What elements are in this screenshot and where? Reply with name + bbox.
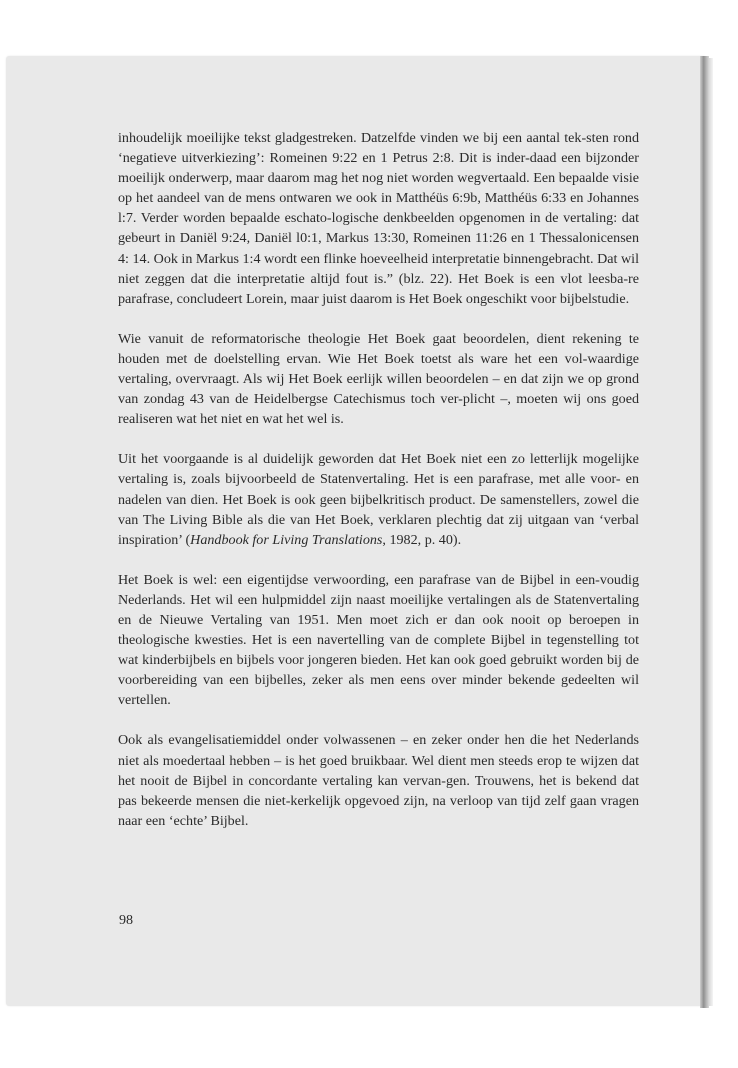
paragraph-1-text: inhoudelijk moeilijke tekst gladgestreken. Datzelfde vinden we bij een aantal tek-sten rond ‘negatieve uitverkiezing’: Romeinen 9:22 en 1 Petrus 2:8. Dit is inder-daad een bijzonder moeilijk onderwerp, maar daarom mag het nog niet worden wegvertaald. Een bepaalde visie op het aandeel van de mens ontwaren we ook in Matthéüs 6:9b, Matthéüs 6:33 en Johannes l:7. Verder worden bepaalde eschato-logische denkbeelden opgenomen in de vertaling: dat gebeurt in Daniël 9:24, Daniël l0:1, Markus 13:30, Romeinen 11:26 en 1 Thessalonicensen 4: 14. Ook in Markus 1:4 wordt een flinke hoeveelheid interpretatie binnengebracht. Dat wil niet zeggen dat die interpretatie altijd fout is.” (blz. 22). Het Boek is een vlot leesba-re parafrase, concludeert Lorein, maar juist daarom is Het Boek ongeschikt voor bijbelstudie.	[118, 130, 639, 307]
page-edge	[700, 56, 709, 1008]
paragraph-5	[118, 730, 639, 830]
paragraph-4-text: Het Boek is wel: een eigentijdse verwoording, een parafrase van de Bijbel in een-voudig Nederlands. Het wil een hulpmiddel zijn naast moeilijke vertalingen als de Statenvertaling en de Nieuwe Vertaling van 1951. Men moet zich er dan ook nooit op beroepen in theologische kwesties. Het is een navertelling van de complete Bijbel in tegenstelling tot wat kinderbijbels en bijbels voor jongeren bieden. Het kan ook goed gebruikt worden bij de voorbereiding van een bijbelles, zeker als men eens over minder bekende gedeelten wil vertellen.	[118, 571, 639, 709]
paragraph-2-text: Wie vanuit de reformatorische theologie Het Boek gaat beoordelen, dient rekening te houden met de doelstelling ervan. Wie Het Boek toetst als ware het een vol-waardige vertaling, overvraagt. Als wij Het Boek eerlijk willen beoordelen – en dat zijn we op grond van zondag 43 van de Heidelbergse Catechismus toch ver-plicht –, moeten wij ons goed realiseren wat het niet en wat het wel is.	[118, 330, 639, 428]
page-number: 98	[119, 912, 134, 928]
paragraph-3	[118, 449, 639, 549]
page-edge-shadow	[709, 58, 713, 1006]
paragraph-4	[118, 570, 639, 711]
paragraph-2	[118, 329, 639, 429]
paragraph-3-text-b: , 1982, p. 40).	[382, 531, 462, 548]
paragraph-3-book-title: Handbook for Living Translations	[190, 531, 383, 548]
paragraph-1	[118, 128, 639, 309]
body-text	[118, 128, 639, 851]
paragraph-5-text: Ook als evangelisatiemiddel onder volwassenen – en zeker onder hen die het Nederlands niet als moedertaal hebben – is het goed bruikbaar. Wel dient men steeds erop te wijzen dat het nooit de Bijbel in concordante vertaling kan vervan-gen. Trouwens, het is bekend dat pas bekeerde mensen die niet-kerkelijk opgevoed zijn, na verloop van tijd zelf gaan vragen naar een ‘echte’ Bijbel.	[118, 732, 639, 829]
paragraph-3-text-a: Uit het voorgaande is al duidelijk geworden dat Het Boek niet een zo letterlijk mogelijke vertaling is, zoals bijvoorbeeld de Statenvertaling. Het is een parafrase, met alle voor- en nadelen van dien. Het Boek is ook geen bijbelkritisch product. De samenstellers, zowel die van The Living Bible als die van Het Boek, verklaren plechtig dat zij uitgaan van ‘verbal inspiration’ (	[118, 451, 639, 548]
